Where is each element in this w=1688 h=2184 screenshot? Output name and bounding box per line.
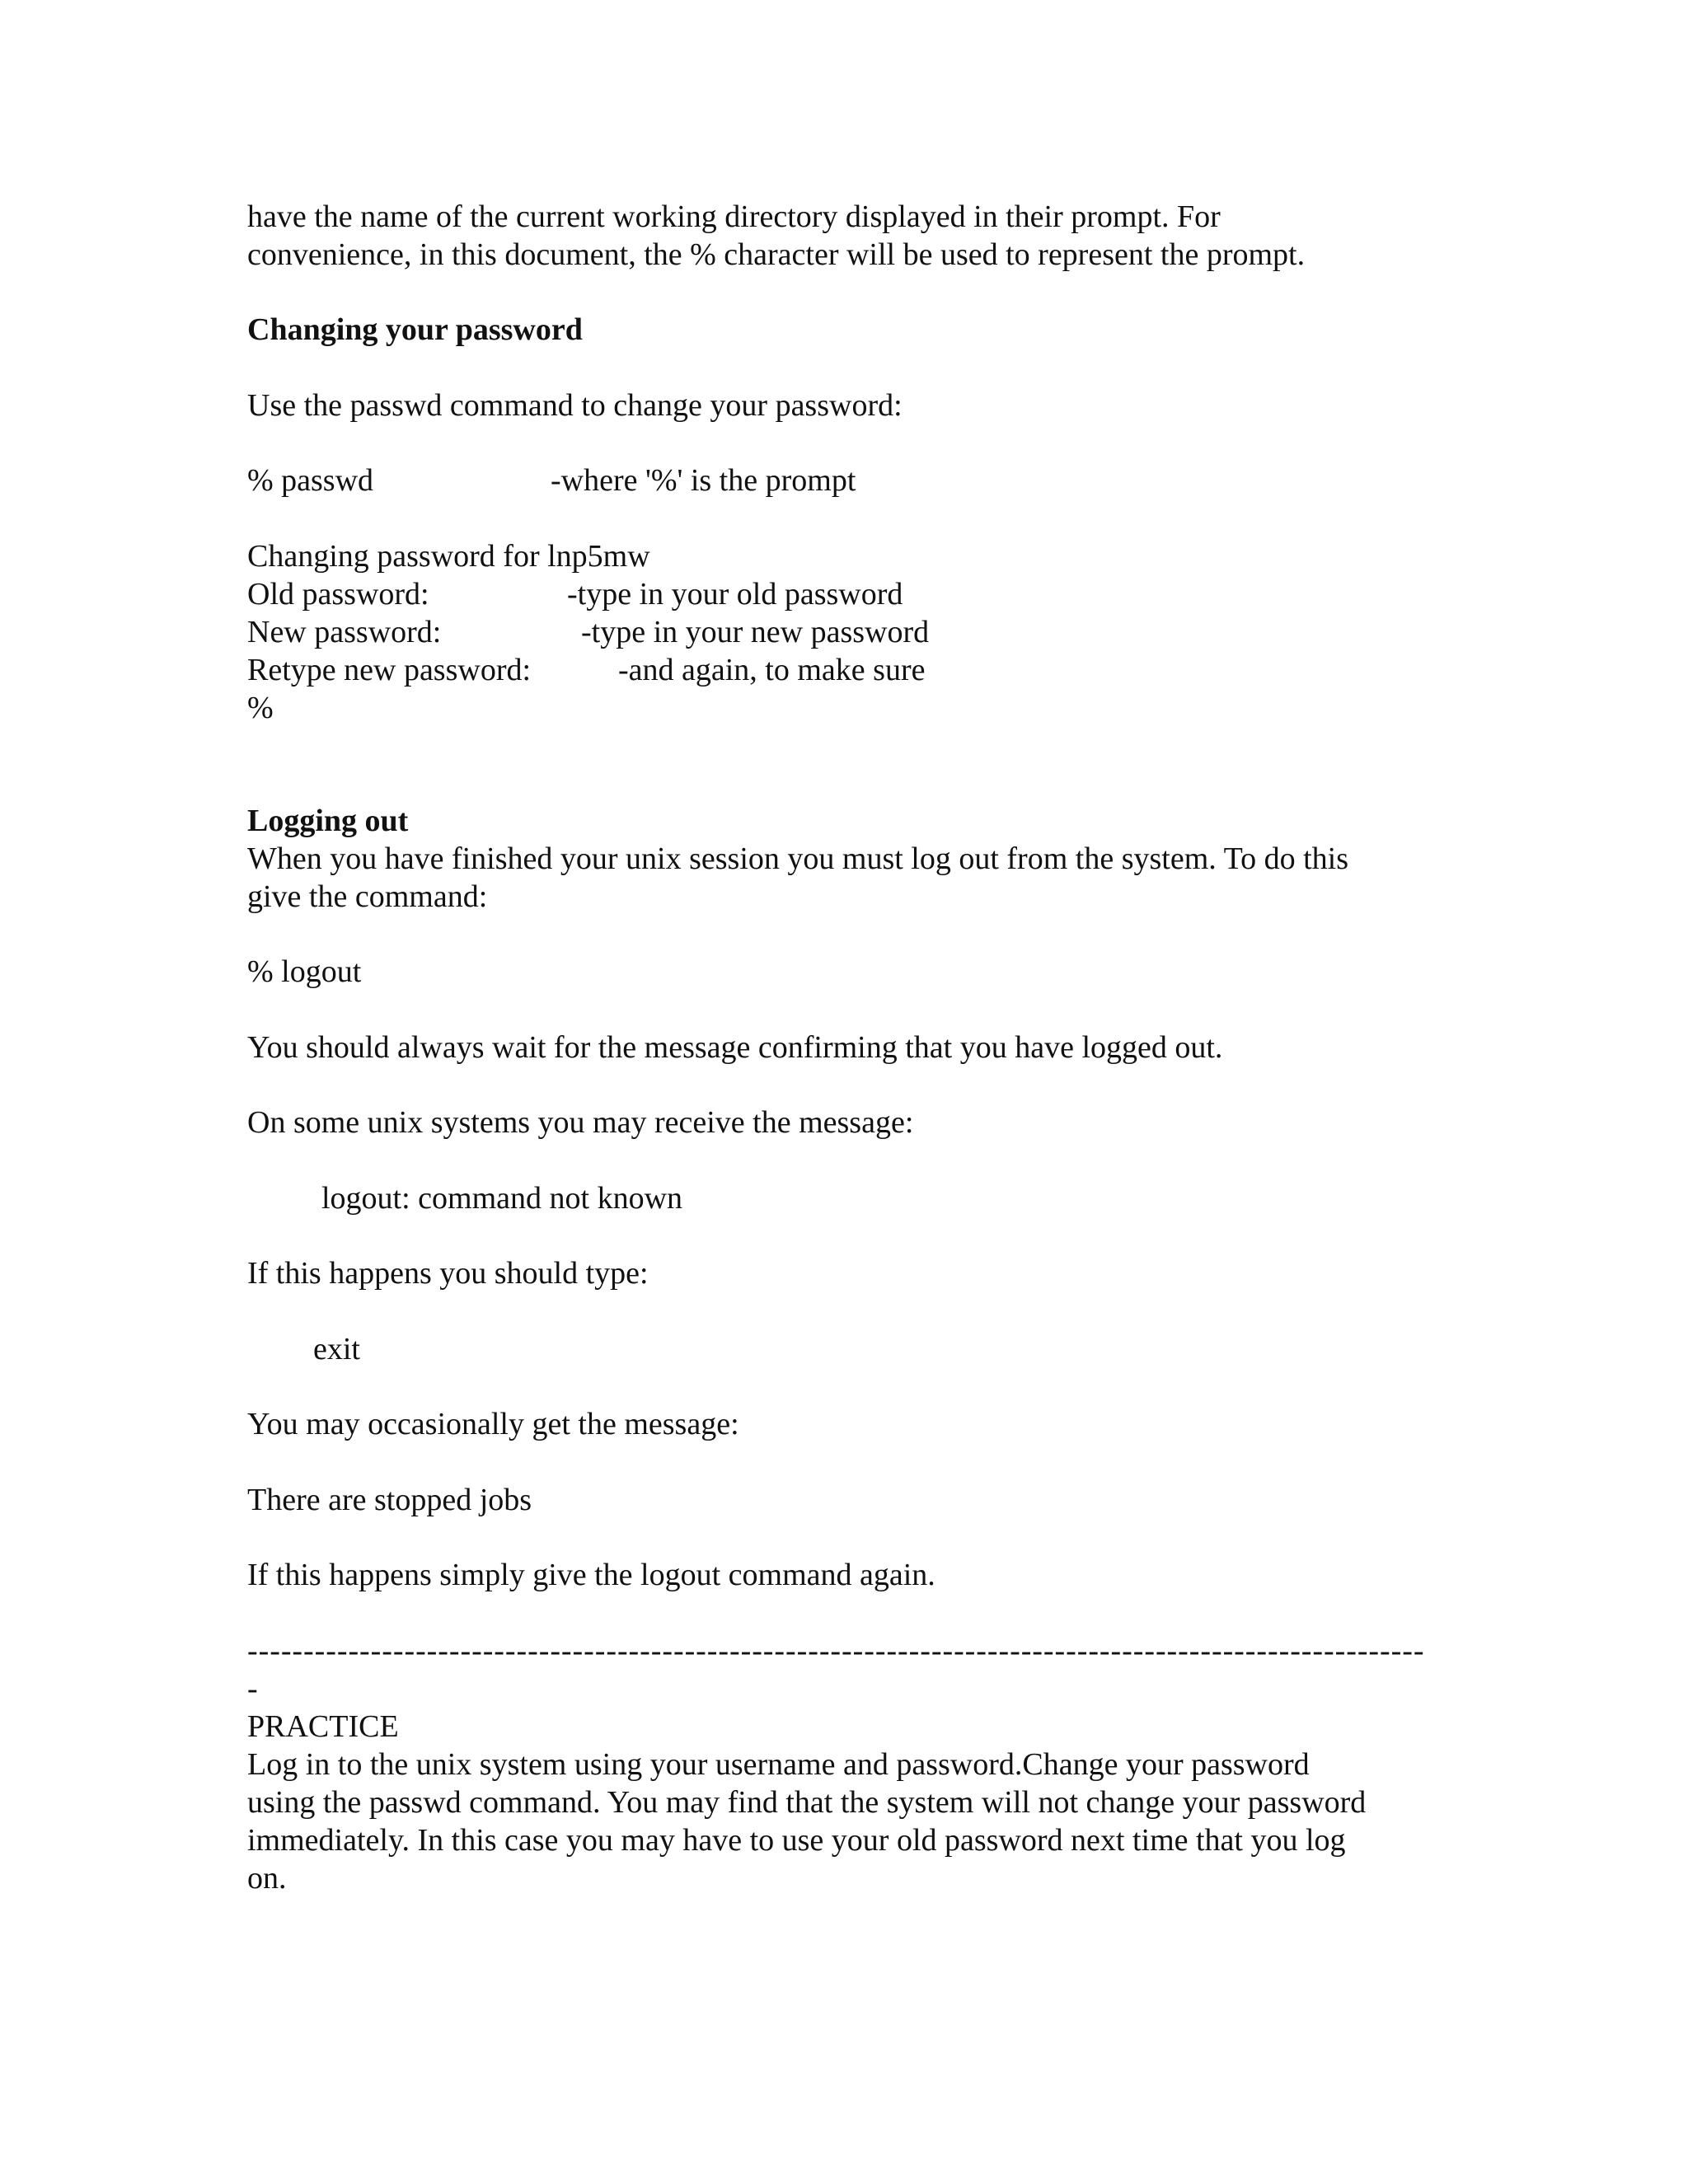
changing-for-line: Changing password for lnp5mw [247,539,650,574]
logout-para-line-1: When you have finished your unix session you must log out from the system. To do this [247,841,1349,876]
separator-dashes: --------------------------------------------------------------------------------------------------------- [247,1633,1425,1668]
final-prompt: % [247,691,274,725]
practice-line-3: immediately. In this case you may have to use your old password next time that you log [247,1823,1346,1858]
old-password-note: -type in your old password [567,577,903,612]
command-not-known: logout: command not known [321,1181,683,1216]
retype-password-note: -and again, to make sure [618,653,926,687]
new-password-note: -type in your new password [581,615,930,649]
passwd-command-note: -where '%' is the prompt [551,463,856,498]
practice-line-1: Log in to the unix system using your username and password.Change your password [247,1747,1310,1782]
passwd-command: % passwd [247,463,374,498]
separator-tail: - [247,1671,258,1706]
passwd-instruction: Use the passwd command to change your password: [247,388,903,423]
retype-password-label: Retype new password: [247,653,532,687]
practice-line-2: using the passwd command. You may find that the system will not change your password [247,1785,1367,1820]
wait-message: You should always wait for the message confirming that you have logged out. [247,1030,1223,1065]
occasionally-line: You may occasionally get the message: [247,1407,739,1441]
logout-command: % logout [247,954,362,989]
if-happens-line: If this happens you should type: [247,1256,649,1291]
passwd-heading: Changing your password [247,312,583,347]
logout-heading: Logging out [247,804,409,838]
logout-para-line-2: give the command: [247,879,488,914]
intro-line-2: convenience, in this document, the % character will be used to represent the prompt. [247,237,1306,272]
practice-line-4: on. [247,1861,287,1896]
logout-again-line: If this happens simply give the logout command again. [247,1558,935,1592]
stopped-jobs-line: There are stopped jobs [247,1483,532,1517]
intro-line-1: have the name of the current working directory displayed in their prompt. For [247,199,1221,234]
new-password-label: New password: [247,615,442,649]
exit-command: exit [313,1332,360,1366]
some-systems-line: On some unix systems you may receive the message: [247,1105,914,1140]
old-password-label: Old password: [247,577,429,612]
practice-heading: PRACTICE [247,1709,399,1744]
